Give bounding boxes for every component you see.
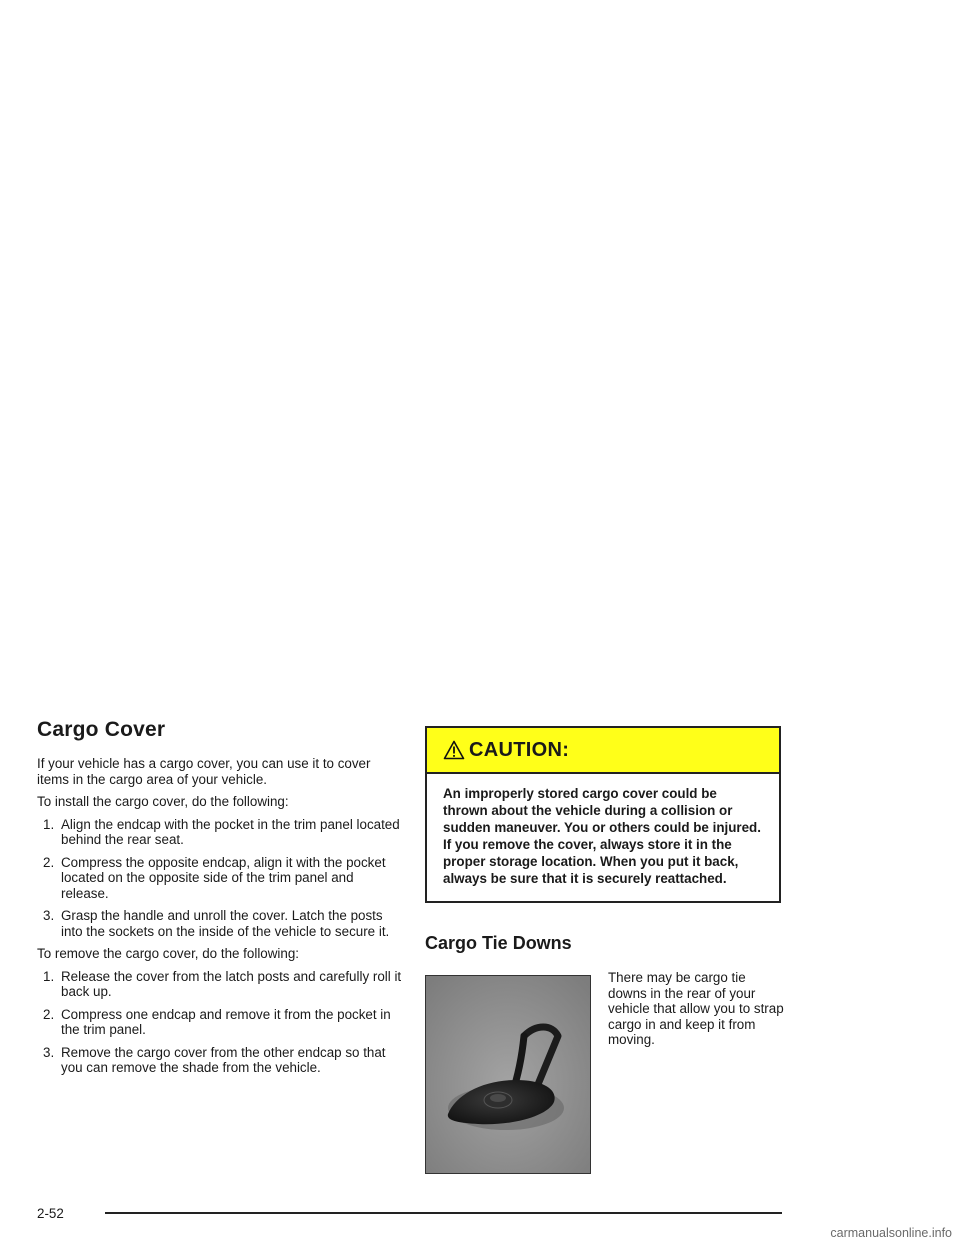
remove-steps <box>37 969 402 1076</box>
cargo-cover-intro: If your vehicle has a cargo cover, you can use it to cover items in the cargo area of your vehicle. <box>37 756 371 787</box>
list-item: 3. Grasp the handle and unroll the cover. Latch the posts into the sockets on the inside of the vehicle to secure it. <box>43 908 390 939</box>
list-item: 2. Compress the opposite endcap, align it with the pocket located on the opposite side of the trim panel and release. <box>43 854 386 901</box>
tie-down-photo <box>425 975 591 1174</box>
cargo-cover-title: Cargo Cover <box>37 718 166 741</box>
list-item: 1. Align the endcap with the pocket in the trim panel located behind the rear seat. <box>43 816 400 847</box>
cargo-tie-downs-text: There may be cargo tie downs in the rear of your vehicle that allow you to strap cargo in and keep it from moving. <box>608 970 784 1047</box>
footer-divider <box>105 1212 782 1214</box>
remove-intro: To remove the cargo cover, do the following: <box>37 946 300 961</box>
install-steps <box>37 817 402 940</box>
install-intro: To install the cargo cover, do the following: <box>37 794 289 809</box>
warning-triangle-icon <box>443 740 465 760</box>
caution-text: An improperly stored cargo cover could be thrown about the vehicle during a collision or sudden maneuver. You or others could be injured. If you remove the cover, always store it in the proper storage location. When you put it back, always be sure that it is securely reattached. <box>443 786 761 886</box>
page-number: 2-52 <box>37 1206 64 1221</box>
caution-section <box>425 726 781 903</box>
cargo-cover-section <box>37 718 402 1083</box>
watermark: carmanualsonline.info <box>830 1226 952 1240</box>
caution-label: CAUTION: <box>469 738 570 761</box>
list-item: 1. Release the cover from the latch posts and carefully roll it back up. <box>43 968 402 999</box>
cargo-tie-downs-title: Cargo Tie Downs <box>425 933 572 953</box>
list-item: 3. Remove the cargo cover from the other endcap so that you can remove the shade from the vehicle. <box>43 1044 386 1075</box>
list-item: 2. Compress one endcap and remove it from the pocket in the trim panel. <box>43 1006 391 1037</box>
caution-header <box>427 728 779 774</box>
caution-box <box>425 726 781 903</box>
